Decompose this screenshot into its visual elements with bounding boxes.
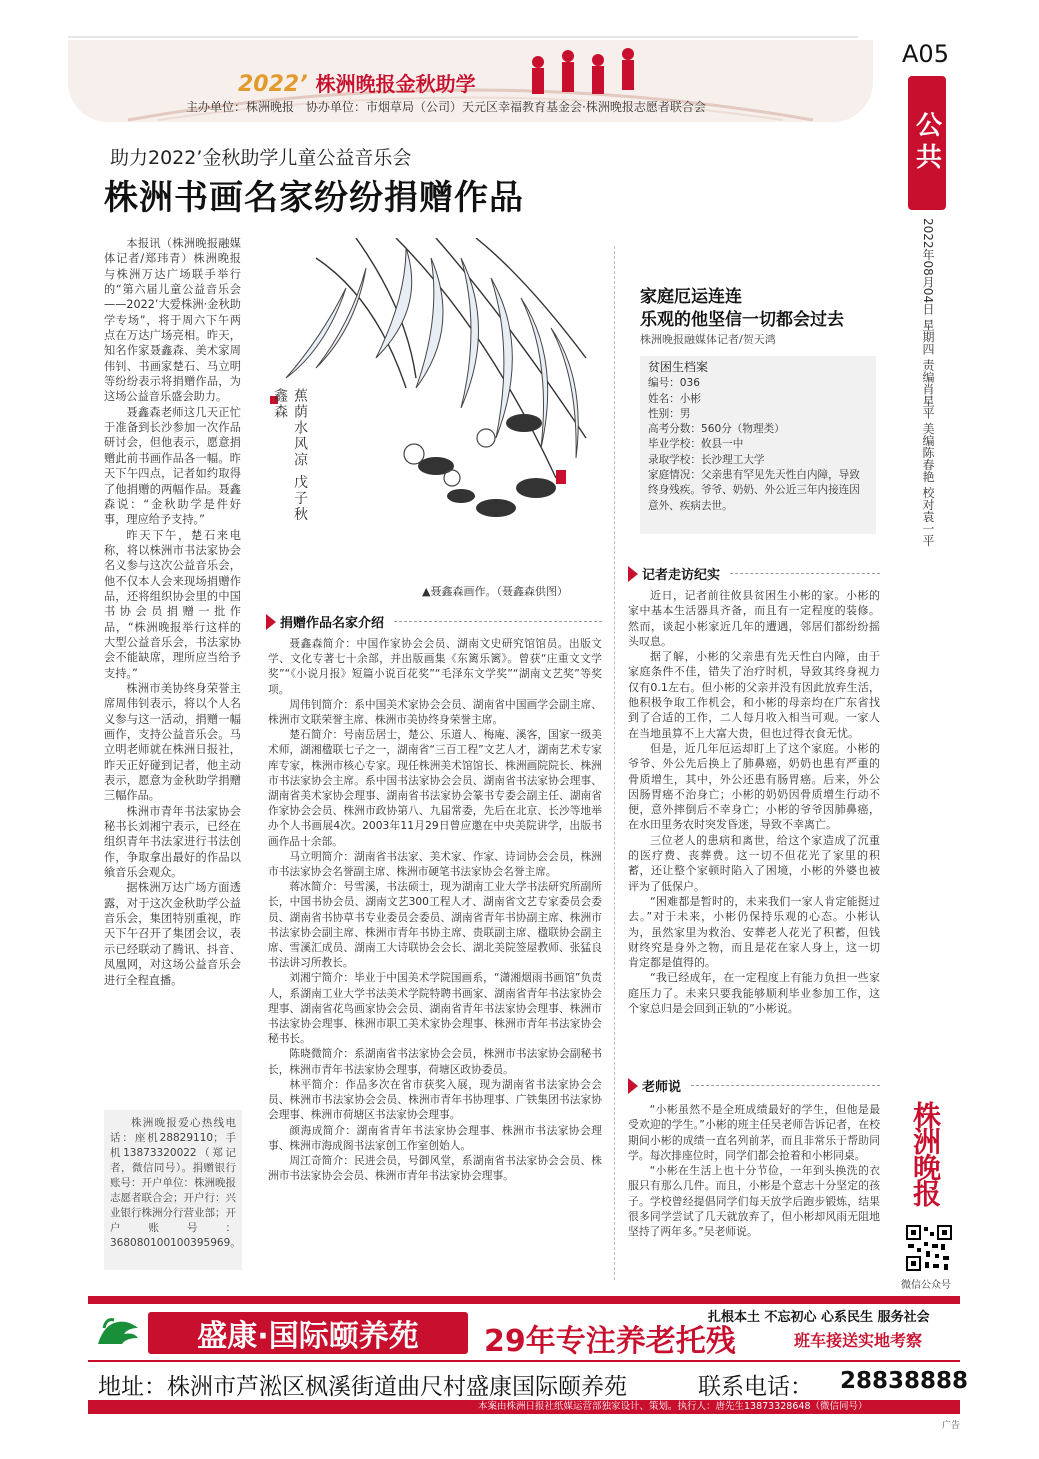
section-tab bbox=[908, 76, 946, 210]
visit-paragraph: 三位老人的患病和离世，给这个家造成了沉重的医疗费、丧葬费。这一切不但花光了家里的积蓄，还让整个家顿时陷入了困境，小彬的外婆也被评为了低保户。 bbox=[628, 833, 880, 893]
ad-brand: 盛康·国际颐养苑 bbox=[197, 1319, 419, 1354]
qr-caption: 微信公众号 bbox=[901, 1280, 951, 1291]
bio-item: 陈晓微简介：系湖南省书法家协会会员，株洲市书法家协会副秘书长，株洲市青年书法家协会理事，荷塘区政协委员。 bbox=[268, 1047, 602, 1076]
ad-footer: 本案由株洲日报社纸媒运营部独家设计、策划。执行人：唐先生13873328648（微信同号） bbox=[478, 1401, 868, 1412]
profile-line: 录取学校：长沙理工大学 bbox=[648, 453, 765, 466]
banner-year: 2022’ bbox=[238, 72, 308, 97]
tag-triangle-icon bbox=[266, 614, 276, 630]
teacher-section-header bbox=[628, 1076, 880, 1095]
masthead-logo-text: 株洲晚报 bbox=[909, 1101, 942, 1205]
hand-logo-icon bbox=[94, 1314, 142, 1350]
main-paragraph: 据株洲万达广场方面透露，对于这次金秋助学公益音乐会，集团特别重视，昨天下午召开了集团会议，表示已经联动了腾讯、抖音、凤凰网，对这场公益音乐会进行全程直播。 bbox=[104, 881, 241, 987]
main-paragraph: 株洲市美协终身荣誉主席周伟钊表示，将以个人名义参与这一活动，捐赠一幅画作，支持公益音乐会。马立明老师就在株洲日报社，昨天正好碰到记者，他主动表示，愿意为金秋助学捐赠三幅作品。 bbox=[104, 681, 241, 803]
visit-paragraph: 据了解，小彬的父亲患有先天性白内障，由于家庭条件不佳，错失了治疗时机，导致其终身视力仅有0.1左右。但小彬的父亲并没有因此放弃生活，他积极争取工作机会，和小彬的母亲均在广东省找到了合适的工作，二人每月收入相当可观。一家人在当地虽算不上大富大贵，但也过得衣食无忧。 bbox=[628, 650, 880, 740]
main-paragraph: 株洲市青年书法家协会秘书长刘湘宁表示，已经在组织青年书法家进行书法创作，争取拿出最好的作品以飨音乐会观众。 bbox=[104, 804, 241, 880]
bio-item: 周伟钊简介：系中国美术家协会会员、湖南省中国画学会副主席、株洲市文联荣誉主席、株洲市美协终身荣誉主席。 bbox=[268, 697, 602, 727]
main-paragraph: 聂鑫森老师这几天正忙于准备到长沙参加一次作品研讨会，但他表示，愿意捐赠此前书画作品各一幅。昨天下午四点，记者如约取得了他捐赠的两幅作品。聂鑫森说：“金秋助学是件好事，理应给予支持。” bbox=[104, 405, 241, 527]
section-label: 公共 bbox=[911, 111, 942, 175]
banner-sponsors: 主办单位：株洲晚报 协办单位：市烟草局（公司）天元区幸福教育基金会·株洲晚报志愿者联合会 bbox=[186, 100, 706, 114]
intro-section-header bbox=[266, 612, 602, 631]
bio-item: 聂鑫森简介：中国作家协会会员、湖南文史研究馆馆员。出版文学、文化专著七十余部，并出版画集《东篱乐篱》。曾获“庄重文文学奖”“《小说月报》短篇小说百花奖”“毛泽东文学奖”“湖南文艺奖”等奖项。 bbox=[268, 637, 602, 696]
bio-item: 马立明简介：湖南省书法家、美术家、作家、诗词协会会员，株洲市书法家协会名誉副主席、株洲市硬笔书法家协会名誉主席。 bbox=[268, 849, 602, 879]
visit-paragraph: 但是，近几年厄运却盯上了这个家庭。小彬的爷爷、外公先后换上了肺鼻癌，奶奶也患有严重的骨质增生，其中，外公还患有肠胃癌。后来，外公因肠胃癌不治身亡；小彬的奶奶因骨质增生行动不便，意外摔倒后不幸身亡；小彬的爷爷因肺鼻癌，在水田里务农时突发昏迷，导致不幸离亡。 bbox=[628, 741, 880, 832]
ad-slogan-top: 扎根本土 不忘初心 心系民生 服务社会 bbox=[708, 1310, 930, 1325]
profile-line: 高考分数：560分（物理类） bbox=[648, 423, 785, 436]
profile-box bbox=[640, 356, 876, 534]
banner-title: 株洲晚报金秋助学 bbox=[315, 72, 476, 96]
painting-inscription: 蕉荫水风凉 戊子秋 鑫森 bbox=[272, 388, 308, 523]
column-divider bbox=[614, 246, 616, 1280]
visit-paragraph: “困难都是暂时的，未来我们一家人肯定能挺过去。”对于未来，小彬仍保持乐观的心态。小彬认为，虽然家里为救治、安葬老人花光了积蓄，但钱财终究是身外之物，而且是花在家人身上，这一切肯定都是值得的。 bbox=[628, 894, 880, 970]
bio-item: 刘湘宁简介：毕业于中国美术学院国画系，“潇湘烟雨书画馆”负责人，系湖南工业大学书法美术学院特聘书画家、湖南省青年书法家协会理事、湖南省花鸟画家协会会员、湖南省青年书法家协会理事、株洲市书法家协会理事、株洲市职工美术家协会理事、株洲市青年书法家协会秘书长。 bbox=[268, 971, 602, 1046]
masthead-logo bbox=[906, 1090, 944, 1216]
page-number: A05 bbox=[902, 40, 949, 68]
top-rule bbox=[68, 36, 858, 38]
intro-section-tag: 捐赠作品名家介绍 bbox=[280, 616, 385, 631]
teacher-paragraph: “小彬虽然不是全班成绩最好的学生，但他是最受欢迎的学生。”小彬的班主任吴老师告诉记者，在校期间小彬的成绩一直名列前茅，而且非常乐于帮助同学。每次排座位时，同学们都会抢着和小彬同桌。 bbox=[628, 1103, 880, 1162]
ad-address: 地址：株洲市芦淞区枫溪街道曲尺村盛康国际颐养苑 bbox=[98, 1374, 627, 1400]
bio-item: 颜海成简介：湖南省青年书法家协会理事、株洲市书法家协会理事、株洲市海成阁书法家创工作室创始人。 bbox=[268, 1123, 602, 1152]
ad-brand-box bbox=[148, 1312, 468, 1354]
main-paragraph: 本报讯（株洲晚报融媒体记者/郑玮青）株洲晚报与株洲万达广场联手举行的“第六届儿童公益音乐会——2022’大爱株洲·金秋助学专场”，将于周六下午两点在万达广场亮相。昨天，知名作家聂鑫森、美术家周伟钊、书画家楚石、马立明等纷纷表示将捐赠作品，为这场公益音乐盛会助力。 bbox=[104, 237, 241, 404]
teacher-section-tag: 老师说 bbox=[642, 1080, 682, 1095]
visit-paragraph: 近日，记者前往攸县贫困生小彬的家。小彬的家中基本生活器具齐备，而且有一定程度的装修。然而，谈起小彬家近几年的遭遇，邻居们都纷纷摇头叹息。 bbox=[628, 589, 880, 648]
hotline-text: 株洲晚报爱心热线电话：座机28829110；手机13873320022（郑记者，微信同号）。捐赠银行账号：开户单位：株洲晚报志愿者联合会；开户行：兴业银行株洲分行营业部；开户账号：368080100100395969。 bbox=[110, 1117, 241, 1249]
tag-triangle-icon bbox=[628, 566, 638, 582]
teacher-paragraph: “小彬在生活上也十分节俭，一年到头换洗的衣服只有那么几件。而且，小彬是个意志十分坚定的孩子。学校曾经提倡同学们每天放学后跑步锻炼，结果很多同学尝试了几天就放弃了，但小彬却风雨无阻地坚持了两年多。”吴老师说。 bbox=[628, 1164, 880, 1239]
teacher-body bbox=[628, 1102, 880, 1240]
visit-body bbox=[628, 588, 880, 1016]
painting-caption: ▲聂鑫森画作。（聂鑫森供图） bbox=[422, 585, 568, 598]
ad-headline: 29年专注养老托残 bbox=[484, 1324, 736, 1359]
ad-phone-label: 联系电话： bbox=[698, 1374, 813, 1400]
main-paragraph: 昨天下午，楚石来电称，将以株洲市书法家协会名义参与这次公益音乐会，他不仅本人会来现场捐赠作品，还将组织协会里的中国书协会员捐赠一批作品，“株洲晚报举行这样的大型公益音乐会，书法家协会不能缺席，理所应当给予支持。” bbox=[104, 528, 241, 680]
bio-item: 楚石简介：号南岳居士，楚公、乐道人、梅庵、溪客，国家一级美术师，湖湘楹联七子之一，湖南省“三百工程”文艺人才，湖南艺术专家库专家，株洲市核心专家。现任株洲美术馆馆长、株洲画院院长、株洲市书法家协会主席。系中国书法家协会会员、湖南省书法家协会理事、湖南省美术家协会理事、湖南省书法家协会篆书专委会副主任、湖南省作家协会会员、株洲市政协第八、九届常委，先后在北京、长沙等地举办个人书画展4次。2003年11月29日曾应邀在中央美院讲学，出版书画作品十余部。 bbox=[268, 728, 602, 848]
painting bbox=[256, 238, 594, 598]
bio-item: 周江奇简介：民进会员，号御风堂，系湖南省书法家协会会员、株洲市书法家协会会员、株洲市青年书法家协会理事。 bbox=[268, 1153, 602, 1183]
side-headline-1: 家庭厄运连连 bbox=[640, 287, 742, 307]
profile-title: 贫困生档案 bbox=[648, 360, 709, 374]
bio-item: 蒋冰简介：号雪溪，书法硕士，现为湖南工业大学书法研究所副所长，中国书协会员、湖南文艺300工程人才、湖南省文艺专家委员会委员、湖南省书协草书专业委员会委员、湖南省青年书协副主席、株洲市书法家协会副主席、株洲市青年书协主席、贵联副主席、楹联协会副主席、雪溪汇成员、湖南工大诗联协会会长、湖北美院签屋教师、张猛良书法讲习所教长。 bbox=[268, 880, 602, 970]
article-kicker: 助力2022’金秋助学儿童公益音乐会 bbox=[110, 147, 412, 169]
ad-sub: 班车接送实地考察 bbox=[794, 1331, 923, 1350]
profile-line: 姓名：小彬 bbox=[648, 392, 701, 405]
ad-mark: 广告 bbox=[942, 1421, 961, 1431]
visit-paragraph: “我已经成年，在一定程度上有能力负担一些家庭压力了。未来只要我能够顺利毕业参加工作，这个家总归是会回到正轨的”小彬说。 bbox=[628, 971, 880, 1016]
bio-item: 林平简介：作品多次在省市获奖入展，现为湖南省书法家协会会员、株洲市书法家协会会员、株洲市青年书协理事、广铁集团书法家协会理事、株洲市荷塘区书法家协会理事。 bbox=[268, 1077, 602, 1122]
banner bbox=[68, 40, 873, 122]
date-line: 2022年08月04日 星期四 责编肖星平 美编陈春艳 校对袁一平 bbox=[921, 218, 935, 547]
bios bbox=[268, 636, 602, 1183]
side-byline: 株洲晚报融媒体记者/贺天鸿 bbox=[640, 333, 776, 346]
ad-block bbox=[88, 1296, 969, 1416]
article-headline: 株洲书画名家纷纷捐赠作品 bbox=[104, 178, 524, 218]
visit-section-tag: 记者走访纪实 bbox=[642, 568, 721, 583]
side-headline-2: 乐观的他坚信一切都会过去 bbox=[640, 310, 844, 330]
ad-phone: 28838888 bbox=[840, 1368, 969, 1394]
profile-line: 性别：男 bbox=[648, 407, 691, 420]
visit-section-header bbox=[628, 564, 880, 583]
tag-triangle-icon bbox=[628, 1078, 638, 1094]
profile-line: 编号：036 bbox=[648, 377, 701, 390]
main-article-body bbox=[104, 236, 241, 988]
qr-code-svg bbox=[905, 1224, 953, 1272]
profile-line: 家庭情况：父亲患有罕见先天性白内障，导致终身残疾。爷爷、奶奶、外公近三年内接连因意外、疾病去世。 bbox=[648, 469, 860, 512]
profile-line: 毕业学校：攸县一中 bbox=[648, 438, 744, 451]
hotline-box bbox=[104, 1110, 242, 1270]
qr-code-icon bbox=[905, 1224, 953, 1272]
